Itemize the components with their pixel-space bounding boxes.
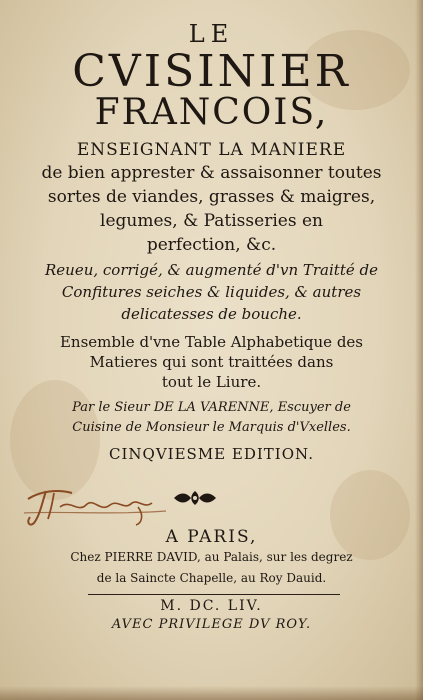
imprint-address: de la Saincte Chapelle, au Roy Dauid. [96, 571, 327, 585]
title-secondary: FRANCOIS, [94, 92, 329, 133]
revision-note: delicatesses de bouche. [121, 305, 302, 323]
author-line: Cuisine de Monsieur le Marquis d'Vxelles. [72, 420, 351, 435]
title-article: LE [188, 20, 235, 48]
handwritten-signature [20, 477, 170, 529]
subtitle-line: legumes, & Patisseries en [100, 211, 323, 231]
imprint-year: M. DC. LIV. [160, 598, 263, 614]
privilege-line: AVEC PRIVILEGE DV ROY. [111, 617, 312, 632]
imprint-publisher: Chez PIERRE DAVID, au Palais, sur les degrez [70, 550, 353, 564]
imprint-city: A PARIS, [165, 527, 258, 547]
subtitle-heading: ENSEIGNANT LA MANIERE [76, 140, 347, 160]
index-note: Matieres qui sont traittées dans [89, 353, 334, 371]
index-note: Ensemble d'vne Table Alphabetique des [59, 333, 363, 351]
revision-note: Confitures seiches & liquides, & autres [61, 283, 362, 301]
edition-line: CINQVIESME EDITION. [109, 445, 314, 463]
subtitle-line: sortes de viandes, grasses & maigres, [47, 187, 376, 207]
revision-note: Reueu, corrigé, & augmenté d'vn Traitté de [45, 261, 378, 279]
page-edge-bottom [0, 686, 423, 700]
subtitle-line: de bien apprester & assaisonner toutes [41, 163, 382, 183]
fleuron-ornament-icon [172, 489, 218, 507]
author-line: Par le Sieur DE LA VARENNE, Escuyer de [72, 400, 351, 415]
subtitle-line: perfection, &c. [146, 235, 277, 255]
divider-rule [88, 594, 340, 595]
title-main: CVISINIER [72, 46, 351, 97]
index-note: tout le Liure. [161, 373, 262, 391]
